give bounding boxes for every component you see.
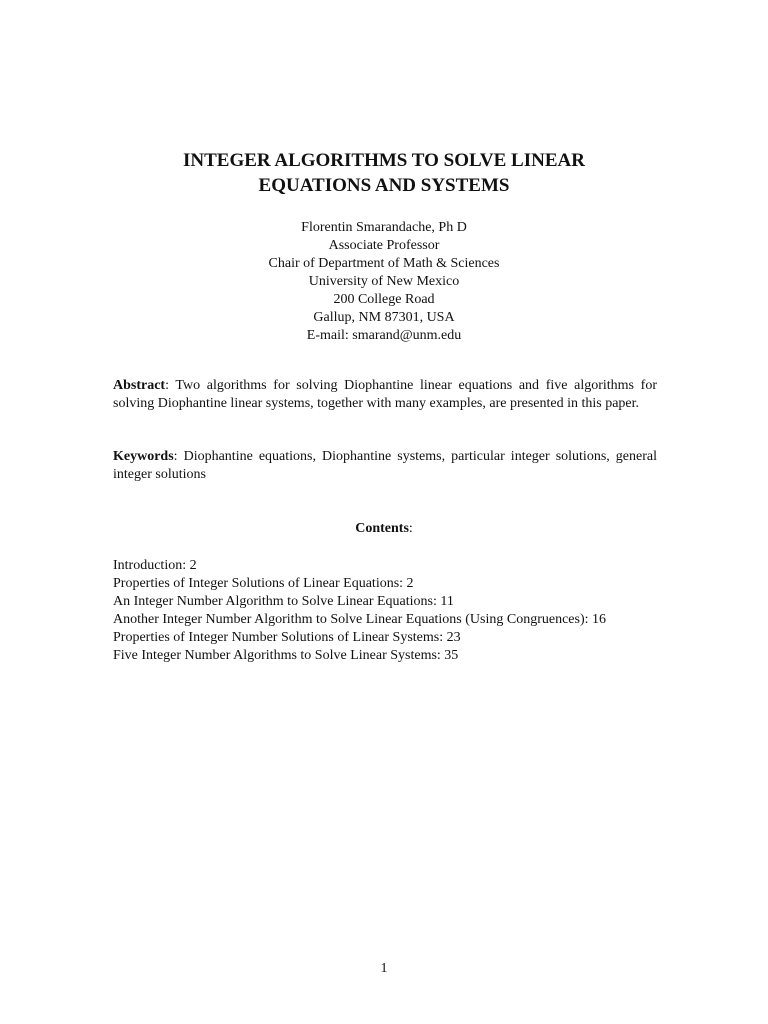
contents-label: Contents — [355, 521, 409, 536]
keywords-label: Keywords — [113, 449, 174, 464]
abstract-text: : Two algorithms for solving Diophantine linear equations and five algorithms for solving Diophantine linear systems, together with many examples, are presented in this paper. — [113, 378, 657, 411]
toc-item: Five Integer Number Algorithms to Solve Linear Systems: 35 — [113, 648, 459, 663]
author-university: University of New Mexico — [308, 274, 460, 289]
author-name: Florentin Smarandache, Ph D — [301, 220, 467, 235]
author-block — [0, 219, 768, 345]
title-line-1: INTEGER ALGORITHMS TO SOLVE LINEAR — [183, 150, 585, 171]
toc-item: Another Integer Number Algorithm to Solve Linear Equations (Using Congruences): 16 — [113, 612, 607, 627]
toc-item: Properties of Integer Number Solutions of Linear Systems: 23 — [113, 630, 461, 645]
contents-colon: : — [408, 521, 413, 536]
paper-title — [0, 148, 768, 198]
abstract — [113, 377, 657, 413]
page-number: 1 — [380, 961, 388, 976]
author-street: 200 College Road — [333, 292, 435, 307]
author-email: E-mail: smarand@unm.edu — [306, 328, 462, 343]
abstract-label: Abstract — [113, 378, 166, 393]
author-city: Gallup, NM 87301, USA — [313, 310, 455, 325]
title-line-2: EQUATIONS AND SYSTEMS — [258, 175, 510, 196]
author-position: Associate Professor — [328, 238, 440, 253]
author-department: Chair of Department of Math & Sciences — [268, 256, 500, 271]
toc-item: Introduction: 2 — [113, 558, 197, 573]
table-of-contents — [113, 557, 673, 665]
keywords — [113, 448, 657, 484]
toc-item: Properties of Integer Solutions of Linear Equations: 2 — [113, 576, 414, 591]
contents-heading — [0, 520, 768, 538]
toc-item: An Integer Number Algorithm to Solve Linear Equations: 11 — [113, 594, 454, 609]
keywords-text: : Diophantine equations, Diophantine systems, particular integer solutions, general integer solutions — [113, 449, 657, 482]
